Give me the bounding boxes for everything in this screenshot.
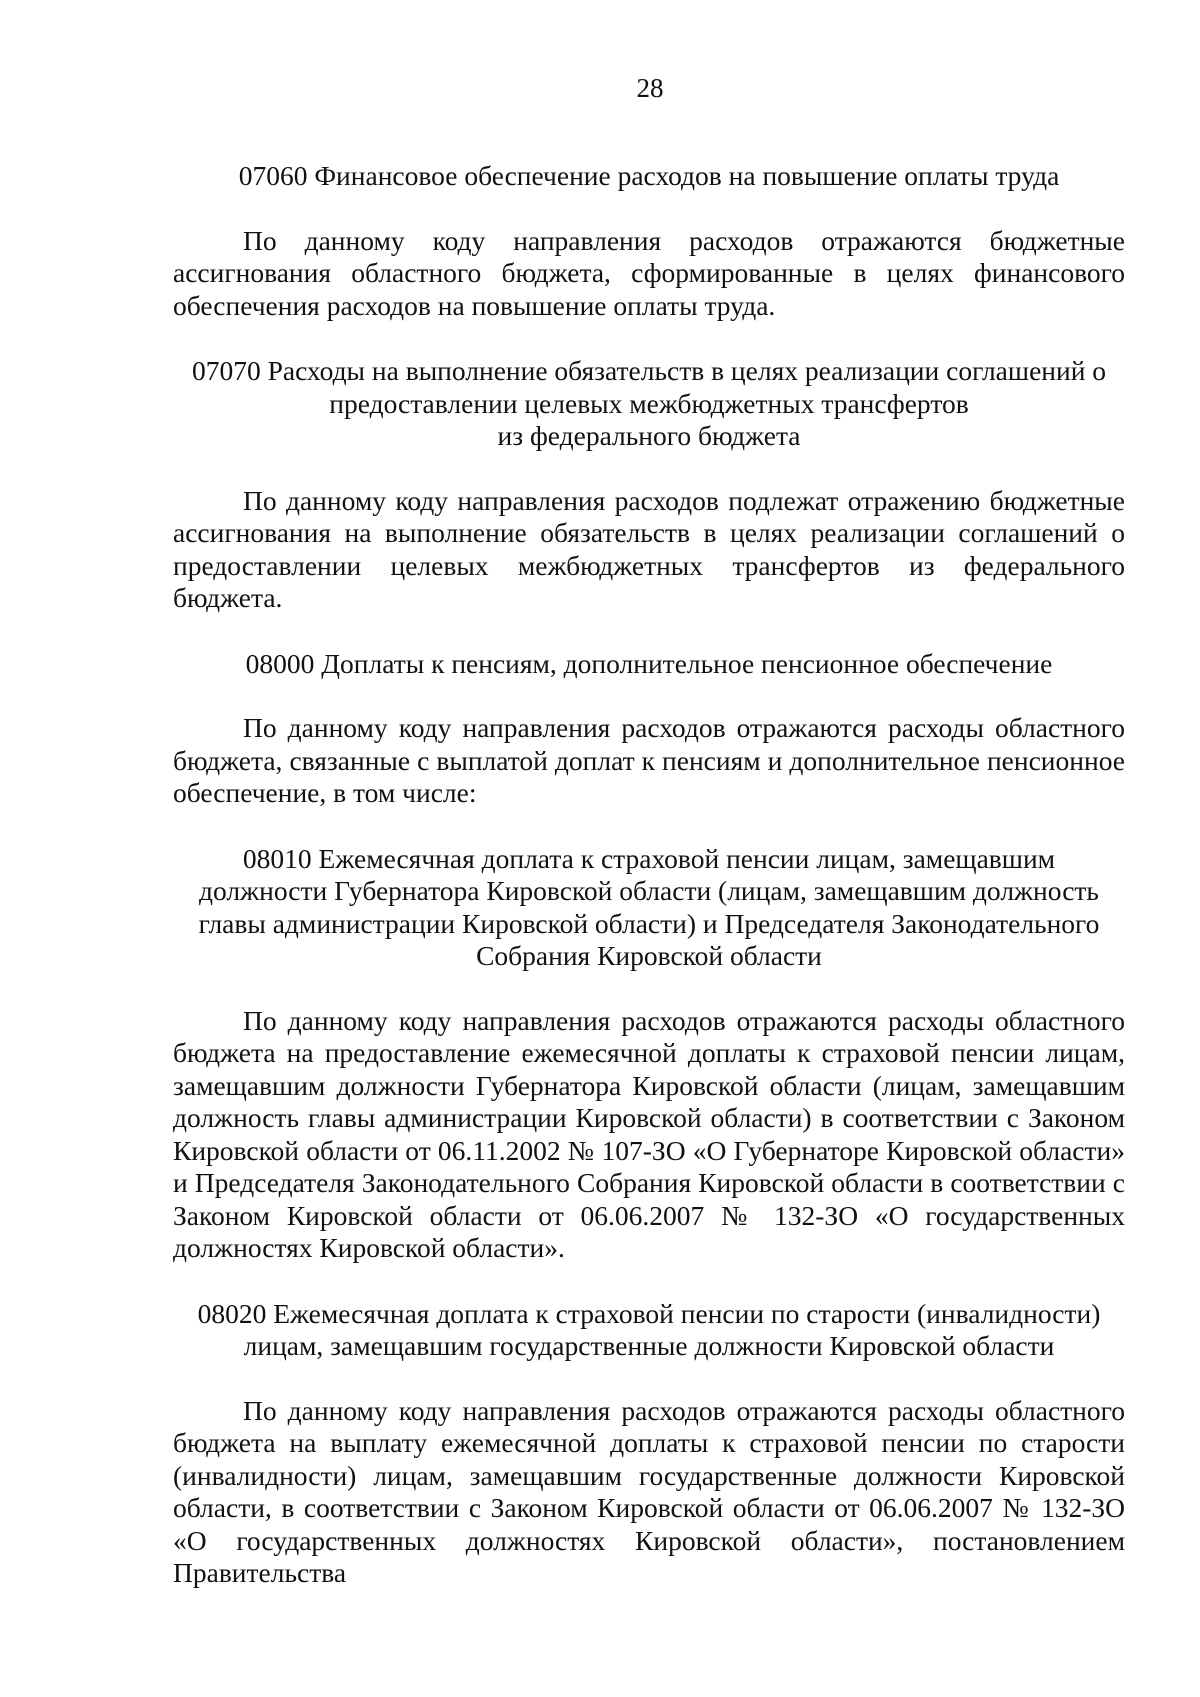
heading-line: предоставлении целевых межбюджетных трансфертов [329,387,969,419]
section-paragraph: По данному коду направления расходов отражаются бюджетные ассигнования областного бюджета, сформированные в целях финансового обеспечения расходов на повышение оплаты труда. [173,224,1125,321]
heading-line: 08010 Ежемесячная доплата к страховой пенсии лицам, замещавшим [242,842,1056,874]
heading-line: Собрания Кировской области [476,940,822,971]
heading-line: 07060 Финансовое обеспечение расходов на повышение оплаты труда [238,160,1060,191]
page-number: 28 [636,73,664,103]
section-heading [173,648,1125,681]
section-paragraph: По данному коду направления расходов подлежат отражению бюджетные ассигнования на выполнение обязательств в целях реализации соглашений о предоставлении целевых межбюджетных трансфертов из федерального бюджета. [173,484,1125,613]
heading-line: 08000 Доплаты к пенсиям, дополнительное пенсионное обеспечение [245,647,1053,679]
section-08020 [173,1298,1125,1590]
section-heading [173,160,1125,193]
section-07070 [173,355,1125,648]
section-07060 [173,160,1125,355]
heading-line: 07070 Расходы на выполнение обязательств в целях реализации соглашений о [191,355,1107,386]
section-paragraph: По данному коду направления расходов отражаются расходы областного бюджета на предоставление ежемесячной доплаты к страховой пенсии лицам, замещавшим должности Губернатора Кировской области (лицам, замещавшим должность главы администрации Кировской области) в соответствии с Законом Кировской области от 06.11.2002 № 107-ЗО «О Губернаторе Кировской области» и Председателя Законодательного Собрания Кировской области в соответствии с Законом Кировской области от 06.06.2007 № 132-ЗО «О государственных должностях Кировской области». [173,1004,1125,1263]
section-paragraph: По данному коду направления расходов отражаются расходы областного бюджета, связанные с выплатой доплат к пенсиям и дополнительное пенсионное обеспечение, в том числе: [173,712,1125,808]
heading-line: лицам, замещавшим государственные должности Кировской области [243,1330,1055,1361]
heading-line: 08020 Ежемесячная доплата к страховой пенсии по старости (инвалидности) [197,1297,1101,1329]
heading-line: должности Губернатора Кировской области (лицам, замещавшим должность [199,875,1099,906]
document-body [173,160,1125,1590]
heading-line: главы администрации Кировской области) и Председателя Законодательного [198,907,1100,939]
section-paragraph: По данному коду направления расходов отражаются расходы областного бюджета на выплату ежемесячной доплаты к страховой пенсии по старости (инвалидности) лицам, замещавшим государственные должности Кировской области, в соответствии с Законом Кировской области от 06.06.2007 № 132-ЗО «О государственных должностях Кировской области», постановлением Правительства [173,1394,1125,1588]
section-heading [173,355,1125,453]
heading-line: из федерального бюджета [497,420,801,451]
section-08000 [173,648,1125,843]
section-heading [173,1298,1125,1363]
section-08010 [173,843,1125,1298]
section-heading [173,843,1125,973]
